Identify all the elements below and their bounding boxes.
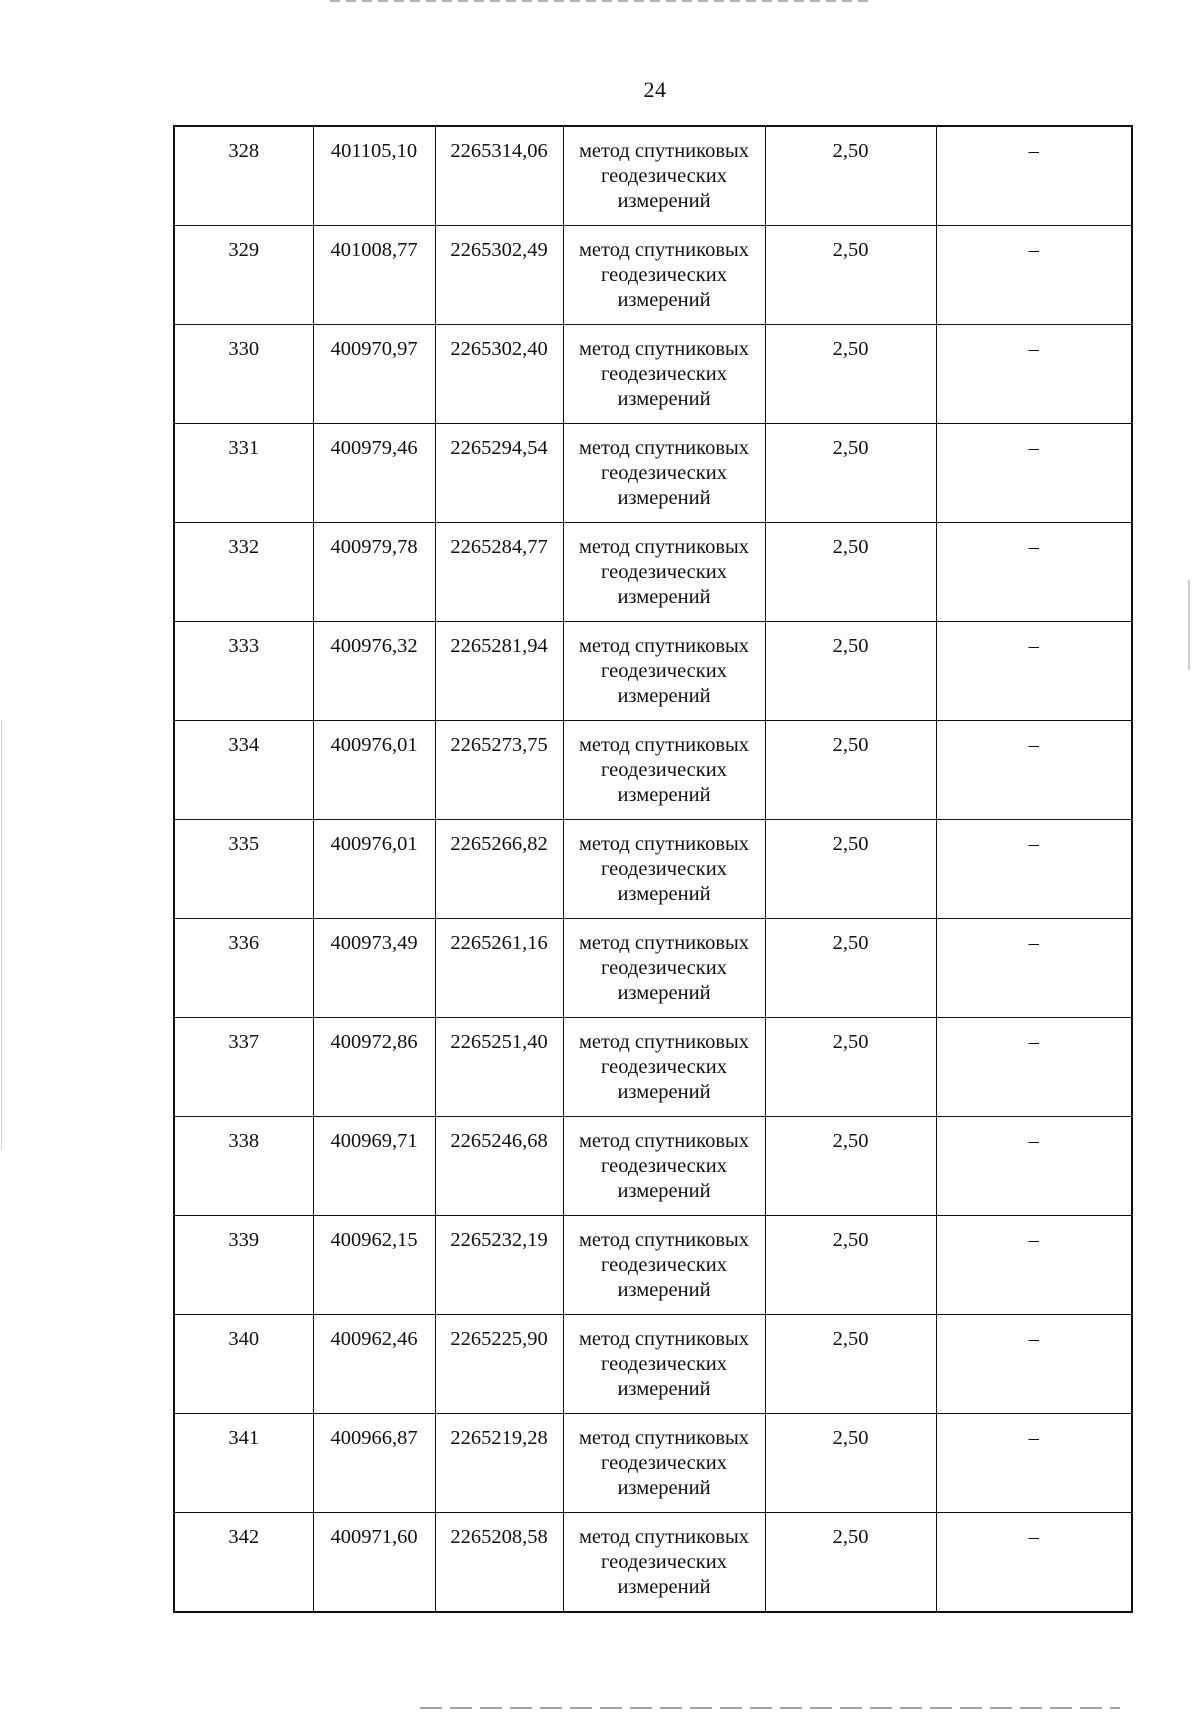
- x-coordinate-cell: 400976,01: [313, 820, 435, 919]
- method-cell: метод спутниковых геодезических измерений: [563, 1414, 765, 1513]
- y-coordinate-cell: 2265266,82: [435, 820, 563, 919]
- table-row: [174, 325, 1132, 424]
- description-cell: –: [936, 325, 1132, 424]
- point-number-cell: 329: [174, 226, 313, 325]
- point-number-cell: 336: [174, 919, 313, 1018]
- method-cell: метод спутниковых геодезических измерений: [563, 325, 765, 424]
- y-coordinate-cell: 2265281,94: [435, 622, 563, 721]
- point-number-cell: 332: [174, 523, 313, 622]
- method-cell: метод спутниковых геодезических измерений: [563, 820, 765, 919]
- point-number-cell: 335: [174, 820, 313, 919]
- coordinates-table-body: [174, 126, 1132, 1612]
- point-number-cell: 342: [174, 1513, 313, 1613]
- coordinates-table: [173, 125, 1133, 1613]
- x-coordinate-cell: 400976,01: [313, 721, 435, 820]
- method-cell: метод спутниковых геодезических измерений: [563, 1315, 765, 1414]
- table-row: [174, 1117, 1132, 1216]
- table-row: [174, 919, 1132, 1018]
- scan-artifact-right: [1188, 580, 1190, 670]
- table-row: [174, 820, 1132, 919]
- point-number-cell: 328: [174, 126, 313, 226]
- method-cell: метод спутниковых геодезических измерений: [563, 226, 765, 325]
- x-coordinate-cell: 400976,32: [313, 622, 435, 721]
- y-coordinate-cell: 2265246,68: [435, 1117, 563, 1216]
- accuracy-cell: 2,50: [765, 1315, 936, 1414]
- accuracy-cell: 2,50: [765, 523, 936, 622]
- point-number-cell: 333: [174, 622, 313, 721]
- point-number-cell: 340: [174, 1315, 313, 1414]
- x-coordinate-cell: 401008,77: [313, 226, 435, 325]
- scan-artifact-top: [330, 0, 870, 2]
- description-cell: –: [936, 1315, 1132, 1414]
- description-cell: –: [936, 820, 1132, 919]
- accuracy-cell: 2,50: [765, 325, 936, 424]
- y-coordinate-cell: 2265261,16: [435, 919, 563, 1018]
- accuracy-cell: 2,50: [765, 721, 936, 820]
- description-cell: –: [936, 424, 1132, 523]
- accuracy-cell: 2,50: [765, 126, 936, 226]
- method-cell: метод спутниковых геодезических измерений: [563, 721, 765, 820]
- y-coordinate-cell: 2265302,49: [435, 226, 563, 325]
- x-coordinate-cell: 400979,78: [313, 523, 435, 622]
- method-cell: метод спутниковых геодезических измерений: [563, 1117, 765, 1216]
- accuracy-cell: 2,50: [765, 1216, 936, 1315]
- description-cell: –: [936, 622, 1132, 721]
- x-coordinate-cell: 401105,10: [313, 126, 435, 226]
- accuracy-cell: 2,50: [765, 820, 936, 919]
- accuracy-cell: 2,50: [765, 622, 936, 721]
- method-cell: метод спутниковых геодезических измерений: [563, 424, 765, 523]
- description-cell: –: [936, 919, 1132, 1018]
- point-number-cell: 331: [174, 424, 313, 523]
- method-cell: метод спутниковых геодезических измерений: [563, 1513, 765, 1613]
- x-coordinate-cell: 400973,49: [313, 919, 435, 1018]
- y-coordinate-cell: 2265208,58: [435, 1513, 563, 1613]
- point-number-cell: 339: [174, 1216, 313, 1315]
- table-row: [174, 721, 1132, 820]
- table-row: [174, 1513, 1132, 1613]
- description-cell: –: [936, 126, 1132, 226]
- table-row: [174, 226, 1132, 325]
- accuracy-cell: 2,50: [765, 1117, 936, 1216]
- accuracy-cell: 2,50: [765, 1414, 936, 1513]
- point-number-cell: 334: [174, 721, 313, 820]
- method-cell: метод спутниковых геодезических измерений: [563, 1018, 765, 1117]
- table-row: [174, 424, 1132, 523]
- x-coordinate-cell: 400966,87: [313, 1414, 435, 1513]
- table-row: [174, 1018, 1132, 1117]
- y-coordinate-cell: 2265273,75: [435, 721, 563, 820]
- y-coordinate-cell: 2265294,54: [435, 424, 563, 523]
- description-cell: –: [936, 1018, 1132, 1117]
- table-row: [174, 523, 1132, 622]
- point-number-cell: 330: [174, 325, 313, 424]
- method-cell: метод спутниковых геодезических измерений: [563, 126, 765, 226]
- x-coordinate-cell: 400979,46: [313, 424, 435, 523]
- y-coordinate-cell: 2265225,90: [435, 1315, 563, 1414]
- description-cell: –: [936, 1414, 1132, 1513]
- x-coordinate-cell: 400969,71: [313, 1117, 435, 1216]
- method-cell: метод спутниковых геодезических измерений: [563, 919, 765, 1018]
- point-number-cell: 341: [174, 1414, 313, 1513]
- table-row: [174, 1216, 1132, 1315]
- method-cell: метод спутниковых геодезических измерений: [563, 523, 765, 622]
- accuracy-cell: 2,50: [765, 424, 936, 523]
- point-number-cell: 337: [174, 1018, 313, 1117]
- accuracy-cell: 2,50: [765, 919, 936, 1018]
- table-row: [174, 1315, 1132, 1414]
- x-coordinate-cell: 400962,15: [313, 1216, 435, 1315]
- description-cell: –: [936, 721, 1132, 820]
- accuracy-cell: 2,50: [765, 1018, 936, 1117]
- scan-artifact-left: [1, 720, 2, 1150]
- description-cell: –: [936, 1216, 1132, 1315]
- method-cell: метод спутниковых геодезических измерений: [563, 622, 765, 721]
- table-row: [174, 1414, 1132, 1513]
- y-coordinate-cell: 2265219,28: [435, 1414, 563, 1513]
- description-cell: –: [936, 523, 1132, 622]
- method-cell: метод спутниковых геодезических измерений: [563, 1216, 765, 1315]
- y-coordinate-cell: 2265314,06: [435, 126, 563, 226]
- scan-artifact-bottom: [420, 1707, 1120, 1709]
- description-cell: –: [936, 1513, 1132, 1613]
- description-cell: –: [936, 1117, 1132, 1216]
- y-coordinate-cell: 2265251,40: [435, 1018, 563, 1117]
- y-coordinate-cell: 2265232,19: [435, 1216, 563, 1315]
- x-coordinate-cell: 400971,60: [313, 1513, 435, 1613]
- table-row: [174, 622, 1132, 721]
- description-cell: –: [936, 226, 1132, 325]
- x-coordinate-cell: 400972,86: [313, 1018, 435, 1117]
- page-number: 24: [643, 77, 667, 102]
- accuracy-cell: 2,50: [765, 1513, 936, 1613]
- accuracy-cell: 2,50: [765, 226, 936, 325]
- y-coordinate-cell: 2265302,40: [435, 325, 563, 424]
- point-number-cell: 338: [174, 1117, 313, 1216]
- x-coordinate-cell: 400970,97: [313, 325, 435, 424]
- table-row: [174, 126, 1132, 226]
- x-coordinate-cell: 400962,46: [313, 1315, 435, 1414]
- y-coordinate-cell: 2265284,77: [435, 523, 563, 622]
